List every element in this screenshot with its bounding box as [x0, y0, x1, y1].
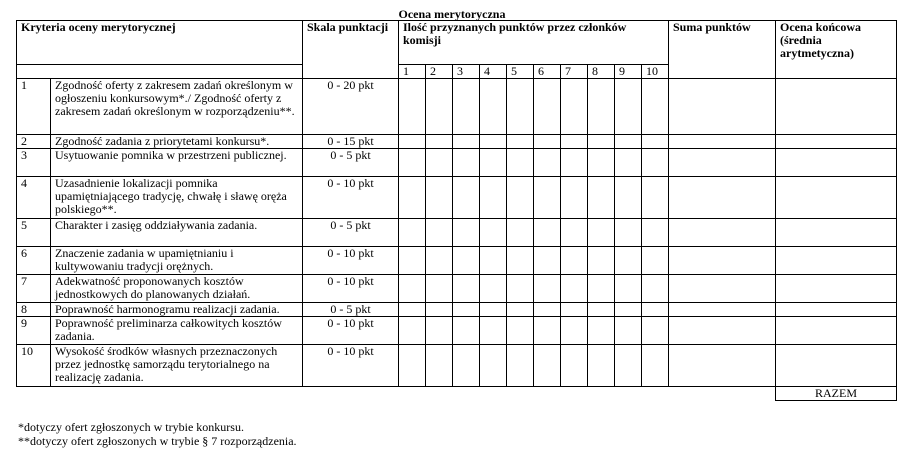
score-cell-judge-6[interactable] [534, 317, 561, 345]
score-cell-judge-9[interactable] [615, 303, 642, 317]
judge-3: 3 [453, 65, 480, 79]
score-cell-judge-10[interactable] [642, 135, 669, 149]
criterion-row [17, 247, 897, 275]
score-cell-judge-5[interactable] [507, 149, 534, 177]
score-cell-judge-5[interactable] [507, 317, 534, 345]
judge-10: 10 [642, 65, 669, 79]
score-cell-judge-1[interactable] [399, 177, 426, 219]
score-cell-judge-5[interactable] [507, 275, 534, 303]
score-cell-judge-10[interactable] [642, 345, 669, 387]
score-cell-judge-8[interactable] [588, 275, 615, 303]
scale-value: 0 - 20 pkt [303, 79, 399, 135]
sum-cell[interactable] [669, 275, 776, 303]
score-cell-judge-4[interactable] [480, 317, 507, 345]
score-cell-judge-9[interactable] [615, 177, 642, 219]
score-cell-judge-3[interactable] [453, 135, 480, 149]
score-cell-judge-2[interactable] [426, 247, 453, 275]
score-cell-judge-5[interactable] [507, 79, 534, 135]
score-cell-judge-1[interactable] [399, 79, 426, 135]
judge-7: 7 [561, 65, 588, 79]
score-cell-judge-8[interactable] [588, 345, 615, 387]
row-number: 10 [17, 345, 51, 387]
score-cell-judge-5[interactable] [507, 177, 534, 219]
score-cell-judge-1[interactable] [399, 247, 426, 275]
final-score-cell[interactable] [776, 317, 897, 345]
score-cell-judge-4[interactable] [480, 247, 507, 275]
score-cell-judge-5[interactable] [507, 247, 534, 275]
score-cell-judge-6[interactable] [534, 303, 561, 317]
score-cell-judge-4[interactable] [480, 79, 507, 135]
score-cell-judge-6[interactable] [534, 219, 561, 247]
score-cell-judge-1[interactable] [399, 345, 426, 387]
score-cell-judge-7[interactable] [561, 79, 588, 135]
score-cell-judge-4[interactable] [480, 303, 507, 317]
criterion-text: Znaczenie zadania w upamiętnianiu i kultywowaniu tradycji orężnych. [51, 247, 303, 275]
score-cell-judge-6[interactable] [534, 275, 561, 303]
row-number: 5 [17, 219, 51, 247]
sum-cell[interactable] [669, 79, 776, 135]
row-number: 3 [17, 149, 51, 177]
score-cell-judge-1[interactable] [399, 219, 426, 247]
score-cell-judge-8[interactable] [588, 317, 615, 345]
score-cell-judge-6[interactable] [534, 149, 561, 177]
criterion-text: Zgodność oferty z zakresem zadań określonym w ogłoszeniu konkursowym*./ Zgodność oferty z zakresem zadań określonym w rozporządzeniu**. [51, 79, 303, 135]
header-final: Ocena końcowa (średnia arytmetyczna) [776, 21, 897, 79]
score-cell-judge-4[interactable] [480, 219, 507, 247]
score-cell-judge-8[interactable] [588, 135, 615, 149]
score-cell-judge-3[interactable] [453, 219, 480, 247]
score-cell-judge-5[interactable] [507, 303, 534, 317]
footnote-1: *dotyczy ofert zgłoszonych w trybie konkursu. [18, 420, 244, 434]
total-label: RAZEM [776, 387, 897, 401]
criterion-row [17, 345, 897, 387]
score-cell-judge-7[interactable] [561, 177, 588, 219]
sum-cell[interactable] [669, 149, 776, 177]
scale-value: 0 - 10 pkt [303, 317, 399, 345]
criterion-text: Poprawność harmonogramu realizacji zadania. [51, 303, 303, 317]
footnotes [18, 420, 297, 448]
score-cell-judge-6[interactable] [534, 247, 561, 275]
row-number: 9 [17, 317, 51, 345]
scale-value: 0 - 10 pkt [303, 345, 399, 387]
criterion-text: Wysokość środków własnych przeznaczonych przez jednostkę samorządu terytorialnego na realizację zadania. [51, 345, 303, 387]
score-cell-judge-8[interactable] [588, 79, 615, 135]
criterion-row [17, 275, 897, 303]
criterion-row [17, 79, 897, 135]
scale-value: 0 - 10 pkt [303, 275, 399, 303]
score-cell-judge-7[interactable] [561, 345, 588, 387]
row-number: 8 [17, 303, 51, 317]
criterion-text: Adekwatność proponowanych kosztów jednostkowych do planowanych działań. [51, 275, 303, 303]
score-cell-judge-8[interactable] [588, 303, 615, 317]
sum-cell[interactable] [669, 345, 776, 387]
judge-6: 6 [534, 65, 561, 79]
score-cell-judge-9[interactable] [615, 149, 642, 177]
score-cell-judge-1[interactable] [399, 303, 426, 317]
criterion-text: Usytuowanie pomnika w przestrzeni publicznej. [51, 149, 303, 177]
scale-value: 0 - 5 pkt [303, 303, 399, 317]
criterion-row [17, 303, 897, 317]
score-cell-judge-10[interactable] [642, 177, 669, 219]
score-cell-judge-10[interactable] [642, 79, 669, 135]
score-cell-judge-9[interactable] [615, 345, 642, 387]
sum-cell[interactable] [669, 247, 776, 275]
criterion-row [17, 177, 897, 219]
score-cell-judge-8[interactable] [588, 149, 615, 177]
score-cell-judge-7[interactable] [561, 135, 588, 149]
final-score-cell[interactable] [776, 275, 897, 303]
score-cell-judge-10[interactable] [642, 303, 669, 317]
score-cell-judge-9[interactable] [615, 275, 642, 303]
criterion-text: Uzasadnienie lokalizacji pomnika upamiętniającego tradycję, chwałę i sławę oręża polskiego**. [51, 177, 303, 219]
score-cell-judge-9[interactable] [615, 247, 642, 275]
score-cell-judge-4[interactable] [480, 177, 507, 219]
evaluation-table [16, 20, 897, 401]
score-cell-judge-7[interactable] [561, 317, 588, 345]
final-score-cell[interactable] [776, 79, 897, 135]
score-cell-judge-6[interactable] [534, 79, 561, 135]
sum-cell[interactable] [669, 303, 776, 317]
final-score-cell[interactable] [776, 177, 897, 219]
criterion-row [17, 317, 897, 345]
final-score-cell[interactable] [776, 135, 897, 149]
scale-value: 0 - 15 pkt [303, 135, 399, 149]
judge-4: 4 [480, 65, 507, 79]
final-score-cell[interactable] [776, 247, 897, 275]
criterion-row [17, 219, 897, 247]
score-cell-judge-2[interactable] [426, 345, 453, 387]
header-points: Ilość przyznanych punktów przez członków komisji [399, 21, 669, 65]
row-number: 1 [17, 79, 51, 135]
row-number: 7 [17, 275, 51, 303]
score-cell-judge-9[interactable] [615, 135, 642, 149]
score-cell-judge-1[interactable] [399, 275, 426, 303]
score-cell-judge-2[interactable] [426, 317, 453, 345]
criterion-text: Charakter i zasięg oddziaływania zadania. [51, 219, 303, 247]
score-cell-judge-2[interactable] [426, 149, 453, 177]
score-cell-judge-10[interactable] [642, 275, 669, 303]
header-criteria: Kryteria oceny merytorycznej [17, 21, 303, 65]
score-cell-judge-7[interactable] [561, 275, 588, 303]
score-cell-judge-2[interactable] [426, 275, 453, 303]
score-cell-judge-2[interactable] [426, 79, 453, 135]
score-cell-judge-2[interactable] [426, 177, 453, 219]
row-number: 6 [17, 247, 51, 275]
score-cell-judge-9[interactable] [615, 219, 642, 247]
criterion-text: Poprawność preliminarza całkowitych kosztów zadania. [51, 317, 303, 345]
criterion-row [17, 149, 897, 177]
sum-cell[interactable] [669, 135, 776, 149]
score-cell-judge-4[interactable] [480, 135, 507, 149]
score-cell-judge-5[interactable] [507, 345, 534, 387]
judge-8: 8 [588, 65, 615, 79]
score-cell-judge-3[interactable] [453, 275, 480, 303]
score-cell-judge-6[interactable] [534, 345, 561, 387]
scale-value: 0 - 10 pkt [303, 247, 399, 275]
score-cell-judge-7[interactable] [561, 303, 588, 317]
final-score-cell[interactable] [776, 303, 897, 317]
score-cell-judge-7[interactable] [561, 219, 588, 247]
final-score-cell[interactable] [776, 149, 897, 177]
score-cell-judge-3[interactable] [453, 177, 480, 219]
score-cell-judge-8[interactable] [588, 247, 615, 275]
page-title: Ocena merytoryczna [398, 7, 506, 21]
score-cell-judge-8[interactable] [588, 219, 615, 247]
score-cell-judge-6[interactable] [534, 135, 561, 149]
score-cell-judge-3[interactable] [453, 79, 480, 135]
judge-9: 9 [615, 65, 642, 79]
sum-cell[interactable] [669, 177, 776, 219]
score-cell-judge-4[interactable] [480, 275, 507, 303]
scale-value: 0 - 5 pkt [303, 219, 399, 247]
judge-2: 2 [426, 65, 453, 79]
score-cell-judge-2[interactable] [426, 135, 453, 149]
score-cell-judge-1[interactable] [399, 149, 426, 177]
score-cell-judge-4[interactable] [480, 345, 507, 387]
criterion-row [17, 135, 897, 149]
criterion-text: Zgodność zadania z priorytetami konkursu*. [51, 135, 303, 149]
score-cell-judge-2[interactable] [426, 303, 453, 317]
score-cell-judge-10[interactable] [642, 149, 669, 177]
score-cell-judge-3[interactable] [453, 317, 480, 345]
score-cell-judge-7[interactable] [561, 247, 588, 275]
final-score-cell[interactable] [776, 219, 897, 247]
score-cell-judge-6[interactable] [534, 177, 561, 219]
score-cell-judge-4[interactable] [480, 149, 507, 177]
score-cell-judge-3[interactable] [453, 247, 480, 275]
row-number: 4 [17, 177, 51, 219]
sum-cell[interactable] [669, 219, 776, 247]
judge-5: 5 [507, 65, 534, 79]
header-criteria-spacer [17, 65, 303, 79]
score-cell-judge-9[interactable] [615, 317, 642, 345]
sum-cell[interactable] [669, 317, 776, 345]
header-scale: Skala punktacji [303, 21, 399, 79]
score-cell-judge-1[interactable] [399, 135, 426, 149]
scale-value: 0 - 10 pkt [303, 177, 399, 219]
row-number: 2 [17, 135, 51, 149]
final-score-cell[interactable] [776, 345, 897, 387]
footnote-2: **dotyczy ofert zgłoszonych w trybie § 7 rozporządzenia. [18, 434, 297, 448]
score-cell-judge-9[interactable] [615, 79, 642, 135]
score-cell-judge-10[interactable] [642, 317, 669, 345]
header-sum: Suma punktów [669, 21, 776, 79]
score-cell-judge-3[interactable] [453, 149, 480, 177]
score-cell-judge-10[interactable] [642, 219, 669, 247]
score-cell-judge-5[interactable] [507, 219, 534, 247]
score-cell-judge-8[interactable] [588, 177, 615, 219]
score-cell-judge-3[interactable] [453, 303, 480, 317]
score-cell-judge-3[interactable] [453, 345, 480, 387]
score-cell-judge-1[interactable] [399, 317, 426, 345]
judge-1: 1 [399, 65, 426, 79]
score-cell-judge-10[interactable] [642, 247, 669, 275]
score-cell-judge-5[interactable] [507, 135, 534, 149]
score-cell-judge-7[interactable] [561, 149, 588, 177]
scale-value: 0 - 5 pkt [303, 149, 399, 177]
score-cell-judge-2[interactable] [426, 219, 453, 247]
